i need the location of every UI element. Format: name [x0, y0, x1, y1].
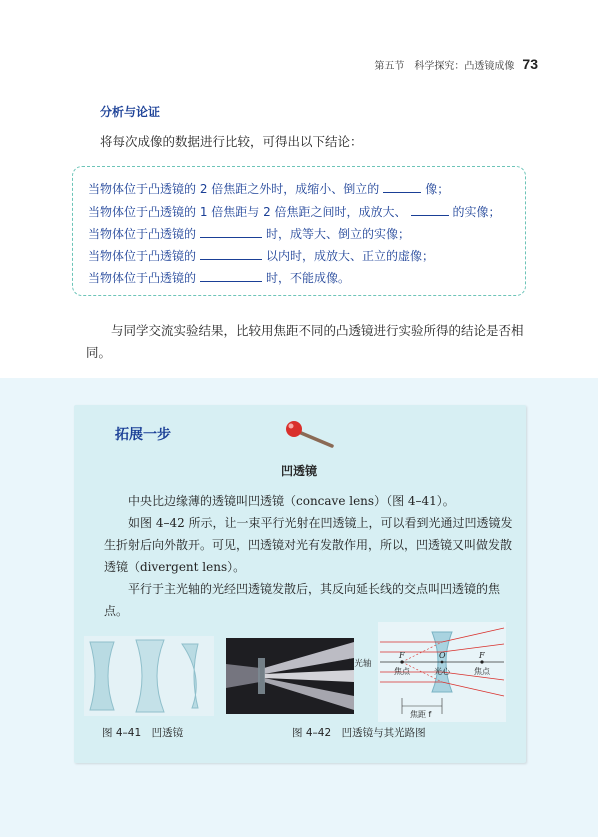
fill-blank[interactable]	[200, 270, 262, 282]
page-header	[374, 56, 538, 72]
concave-lens-ray-diagram	[346, 622, 506, 722]
left-focus-label: 焦点	[394, 667, 410, 676]
conclusion-line: 当物体位于凸透镜的 时，成等大、倒立的实像；	[88, 227, 411, 241]
exchange-paragraph: 与同学交流实验结果，比较用焦距不同的凸透镜进行实验所得的结论是否相同。	[86, 323, 524, 360]
right-focus-label: 焦点	[474, 667, 490, 676]
figure-caption-4-41: 图 4–41 凹透镜	[102, 727, 184, 739]
section-title: 第五节 科学探究：凸透镜成像	[374, 61, 515, 72]
analysis-heading: 分析与论证	[100, 105, 161, 119]
right-focus-letter: F	[479, 651, 485, 660]
concave-lens-photo	[84, 636, 214, 716]
extension-paragraph: 平行于主光轴的光经凹透镜发散后，其反向延长线的交点叫凹透镜的焦点。	[104, 582, 501, 618]
left-focus-letter: F	[399, 651, 405, 660]
extension-paragraph: 如图 4–42 所示，让一束平行光射在凹透镜上，可以看到光通过凹透镜发生折射后向外散开。可见，凹透镜对光有发散作用，所以，凹透镜又叫做发散透镜（divergent lens）。	[104, 516, 513, 574]
figure-caption-4-42: 图 4–42 凹透镜与其光路图	[292, 727, 426, 739]
pushpin-icon	[282, 418, 342, 452]
focal-length-label: 焦距 f	[410, 710, 432, 719]
concave-lens-heading: 凹透镜	[280, 464, 317, 478]
divergence-photo	[226, 638, 354, 714]
conclusion-line: 当物体位于凸透镜的 以内时，成放大、正立的虚像；	[88, 249, 435, 263]
fill-blank[interactable]	[383, 181, 421, 193]
principal-axis-label: 主光轴	[346, 659, 372, 669]
fill-blank[interactable]	[411, 204, 449, 216]
conclusion-line: 当物体位于凸透镜的 2 倍焦距之外时，成缩小、倒立的 像；	[88, 182, 450, 196]
fill-blank[interactable]	[200, 248, 262, 260]
analysis-intro: 将每次成像的数据进行比较，可得出以下结论：	[100, 134, 363, 149]
extension-title: 拓展一步	[115, 427, 171, 443]
page-number: 73	[522, 56, 538, 72]
optical-center-letter: O	[439, 651, 446, 660]
optical-center-label: 光心	[434, 667, 450, 676]
conclusion-line: 当物体位于凸透镜的 1 倍焦距与 2 倍焦距之间时，成放大、 的实像；	[88, 205, 501, 219]
extension-paragraph: 中央比边缘薄的透镜叫凹透镜（concave lens）（图 4–41）。	[128, 494, 455, 508]
fill-blank[interactable]	[200, 226, 262, 238]
conclusion-line: 当物体位于凸透镜的 时，不能成像。	[88, 271, 351, 285]
